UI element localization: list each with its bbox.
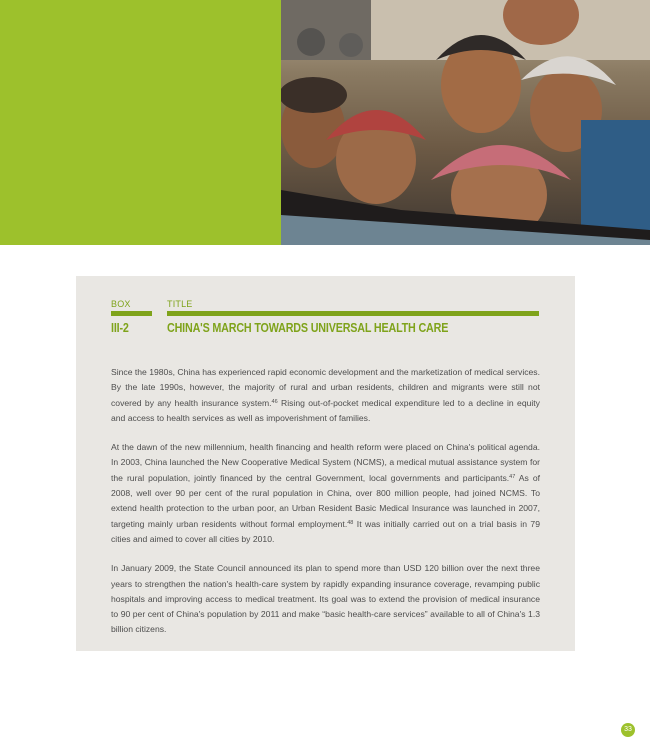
footnote-ref: 47	[509, 473, 516, 480]
box-body	[111, 365, 540, 652]
paragraph-text: It was initially carried out on a trial basis in 79 cities and aimed to cover all cities by 2010.	[111, 518, 540, 544]
box-title: CHINA'S MARCH TOWARDS UNIVERSAL HEALTH CARE	[167, 321, 449, 335]
footnote-ref: 48	[347, 519, 354, 526]
page-number: 33	[621, 723, 635, 737]
paragraph-text: In January 2009, the State Council announced its plan to spend more than USD 120 billion over the next three years to strengthen the nation's health-care system by rapidly expanding insurance coverage, revamping public hospitals and improving access to medical treatment. Its goal was to extend the provision of medical insurance to 90 per cent of China's population by 2011 and make “basic health-care services” available to all of China's 1.3 billion citizens.	[111, 563, 540, 635]
box-bar	[111, 311, 152, 316]
paragraph-1	[111, 365, 540, 426]
box-number: III-2	[111, 321, 129, 335]
box-label: BOX	[111, 299, 131, 309]
title-label: TITLE	[167, 299, 193, 309]
photo-illustration	[281, 0, 650, 245]
footnote-ref: 46	[271, 398, 278, 405]
children-photo	[281, 0, 650, 245]
green-color-block	[0, 0, 281, 245]
paragraph-text: Rising out-of-pocket medical expenditure led to a decline in equity and access to health services as well as impoverishment of families.	[111, 397, 540, 423]
paragraph-2	[111, 440, 540, 547]
paragraph-3	[111, 561, 540, 637]
paragraph-text: Since the 1980s, China has experienced rapid economic development and the marketization of medical services. By the late 1990s, however, the majority of rural and urban residents, children and migrants were still not covered by any health insurance system.	[111, 367, 540, 408]
paragraph-text: At the dawn of the new millennium, health financing and health reform were placed on China's political agenda. In 2003, China launched the New Cooperative Medical System (NCMS), a medical mutual assistance system for the rural population, jointly financed by the central Government, local governments and participants.	[111, 442, 540, 483]
paragraph-text: As of 2008, well over 90 per cent of the rural population in China, over 800 million people, had joined NCMS. To extend health protection to the urban poor, an Urban Resident Basic Medical Insurance was launched in 2007, targeting mainly urban residents without formal employment.	[111, 472, 540, 529]
title-bar	[167, 311, 539, 316]
info-box	[76, 276, 575, 651]
